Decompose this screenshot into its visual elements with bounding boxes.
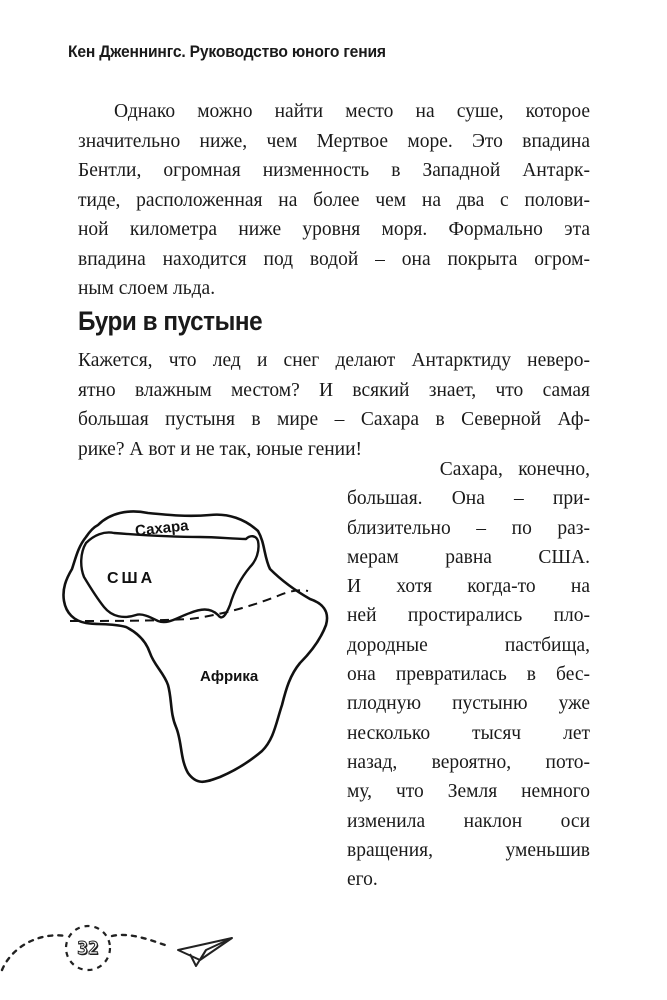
text-line: значительно ниже, чем Мертвое море. Это впадина xyxy=(78,130,590,152)
text-line: его. xyxy=(347,869,378,891)
paragraph-bentley xyxy=(78,97,590,304)
text-line: дородные пастбища, xyxy=(347,634,590,656)
paper-plane-icon xyxy=(178,938,232,966)
text-line: ней простирались пло- xyxy=(347,605,590,627)
section-heading: Бури в пустыне xyxy=(78,306,263,336)
text-line: впадина находится под водой – она покрыта огром- xyxy=(78,248,590,270)
africa-outline xyxy=(63,512,327,782)
text-line: плодную пустыню уже xyxy=(347,693,590,715)
text-line: мерам равна США. xyxy=(347,546,590,568)
text-line: Кажется, что лед и снег делают Антарктиду неверо- xyxy=(78,350,590,371)
text-line: Бентли, огромная низменность в Западной Антарк- xyxy=(78,160,590,181)
paragraph-antarctica xyxy=(78,346,590,464)
map-label-usa: США xyxy=(107,570,156,587)
text-line: изменила наклон оси xyxy=(347,810,590,832)
text-line: ной километра ниже уровня моря. Формально эта xyxy=(78,219,590,240)
text-line: назад, вероятно, пото- xyxy=(347,751,590,773)
page-number: 32 xyxy=(77,938,99,959)
paragraph-sahara xyxy=(347,455,590,894)
text-line: большая пустыня в мире – Сахара в Северной Аф- xyxy=(78,409,590,430)
text-line: Сахара, конечно, xyxy=(347,459,590,480)
text-line: она превратилась в бес- xyxy=(347,664,590,686)
text-line: му, что Земля немного xyxy=(347,781,590,803)
text-line: вращения, уменьшив xyxy=(347,839,590,861)
sahara-boundary xyxy=(70,590,308,621)
text-line: близительно – по раз- xyxy=(347,517,590,539)
text-line: ным слоем льда. xyxy=(78,278,216,299)
running-header: Кен Дженнингс. Руководство юного гения xyxy=(68,42,386,61)
text-line: Однако можно найти место на суше, которое xyxy=(114,101,590,122)
dotted-path-decoration xyxy=(0,910,300,990)
map-label-sahara: Сахара xyxy=(134,517,190,540)
text-line: И хотя когда-то на xyxy=(347,576,590,598)
africa-usa-map-illustration xyxy=(50,495,340,815)
text-line: рике? А вот и не так, юные гении! xyxy=(78,438,363,460)
text-line: большая. Она – при- xyxy=(347,488,590,510)
map-label-africa: Африка xyxy=(200,668,259,685)
text-line: тиде, расположенная на более чем на два с полови- xyxy=(78,189,590,211)
text-line: несколько тысяч лет xyxy=(347,722,590,744)
text-line: ятно влажным местом? И всякий знает, что самая xyxy=(78,379,590,401)
